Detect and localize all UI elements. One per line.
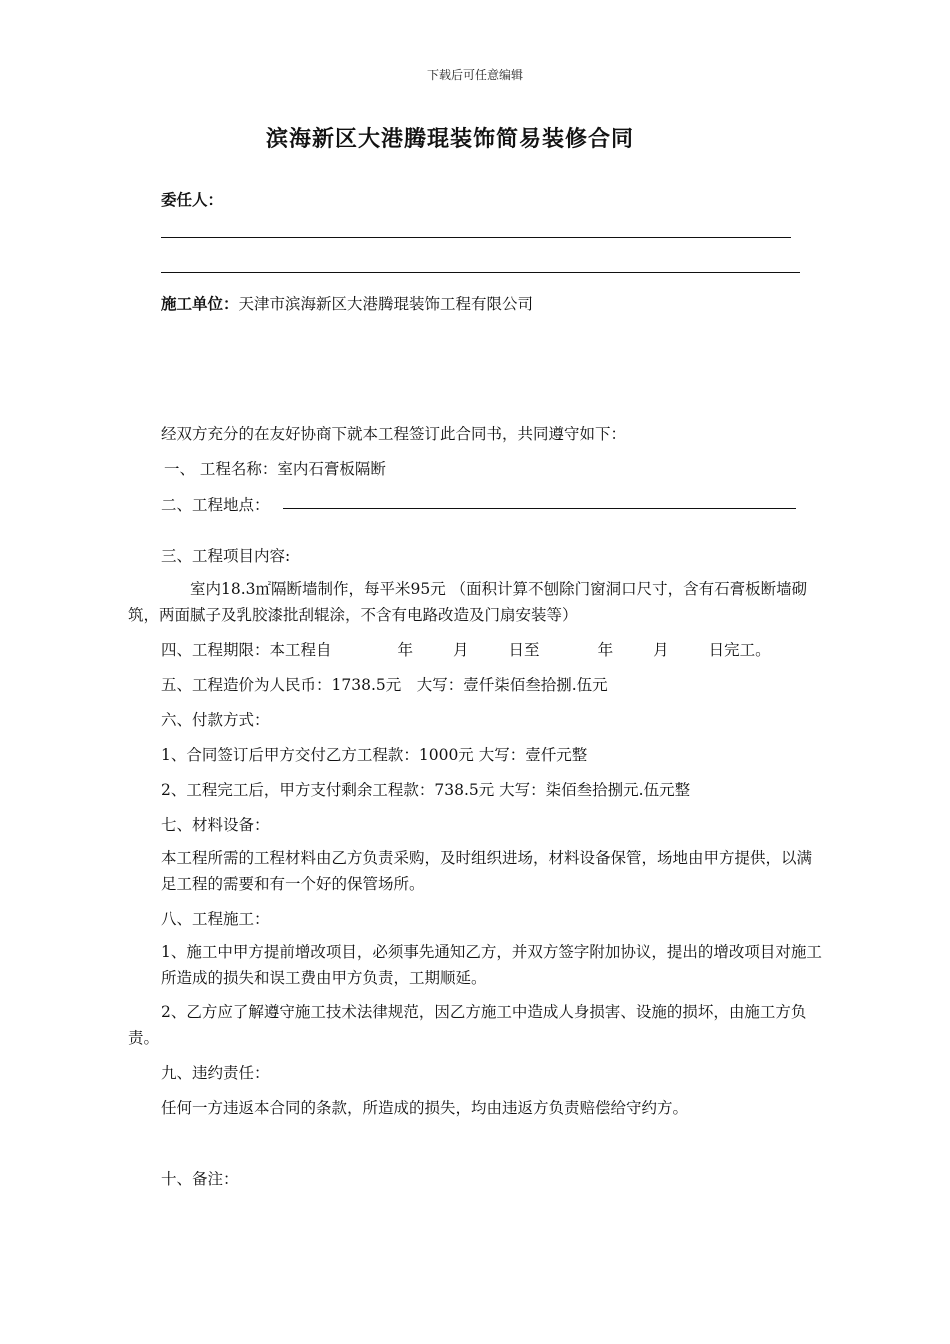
page-title: 滨海新区大港腾琨装饰简易装修合同	[265, 127, 634, 152]
section-5: 五、工程造价为人民币：1738.5元 大写：壹仟柒佰叁拾捌.伍元	[161, 676, 608, 694]
section-8: 八、工程施工：	[161, 910, 270, 928]
section-8-item-1: 1、施工中甲方提前增改项目，必须事先通知乙方，并双方签字附加协议，提出的增改项目对施工所造成的损失和误工费由甲方负责，工期顺延。	[161, 943, 822, 987]
start-day-label: 日至	[508, 641, 540, 659]
section-9-body: 任何一方违返本合同的条款，所造成的损失，均由违返方负责赔偿给守约方。	[161, 1099, 689, 1117]
section-6-item-1: 1、合同签订后甲方交付乙方工程款：1000元 大写：壹仟元整	[161, 746, 588, 764]
section-2-label: 二、工程地点：	[161, 496, 270, 514]
section-10: 十、备注：	[161, 1170, 239, 1188]
end-day-label: 日完工。	[708, 641, 771, 659]
start-year-label: 年	[397, 641, 414, 659]
site-address-line	[283, 508, 796, 509]
section-6-item-2: 2、工程完工后，甲方支付剩余工程款：738.5元 大写：柒佰叁拾捌元.伍元整	[161, 781, 691, 799]
section-1: 一、 工程名称：室内石膏板隔断	[164, 460, 386, 478]
section-4	[161, 638, 771, 660]
section-4-prefix: 四、工程期限：本工程自	[161, 641, 332, 659]
section-7-body: 本工程所需的工程材料由乙方负责采购，及时组织进场，材料设备保管，场地由甲方提供，以满足工程的需要和有一个好的保管场所。	[161, 849, 813, 893]
section-6: 六、付款方式：	[161, 711, 270, 729]
contractor-value: 天津市滨海新区大港腾琨装饰工程有限公司	[238, 295, 534, 313]
section-8-item-2: 2、乙方应了解遵守施工技术法律规范，因乙方施工中造成人身损害、设施的损坏，由施工方负责。	[128, 1003, 807, 1047]
section-3: 三、工程项目内容:	[161, 547, 291, 565]
contractor-row	[161, 292, 533, 314]
client-label: 委任人：	[161, 191, 224, 209]
header-note: 下载后可任意编辑	[426, 68, 523, 82]
client-line-2	[161, 272, 800, 273]
contractor-label: 施工单位：	[161, 295, 239, 313]
start-month-label: 月	[453, 641, 469, 659]
intro-text: 经双方充分的在友好协商下就本工程签订此合同书，共同遵守如下：	[161, 425, 627, 443]
section-9: 九、违约责任：	[161, 1064, 270, 1082]
client-line-1	[161, 237, 791, 238]
section-3-body: 室内18.3㎡隔断墙制作，每平米95元 （面积计算不刨除门窗洞口尺寸，含有石膏板断墙砌筑，两面腻子及乳胶漆批刮辊涂，不含有电路改造及门扇安装等）	[128, 580, 808, 624]
end-year-label: 年	[597, 641, 614, 659]
section-7: 七、材料设备：	[161, 816, 270, 834]
end-month-label: 月	[653, 641, 669, 659]
